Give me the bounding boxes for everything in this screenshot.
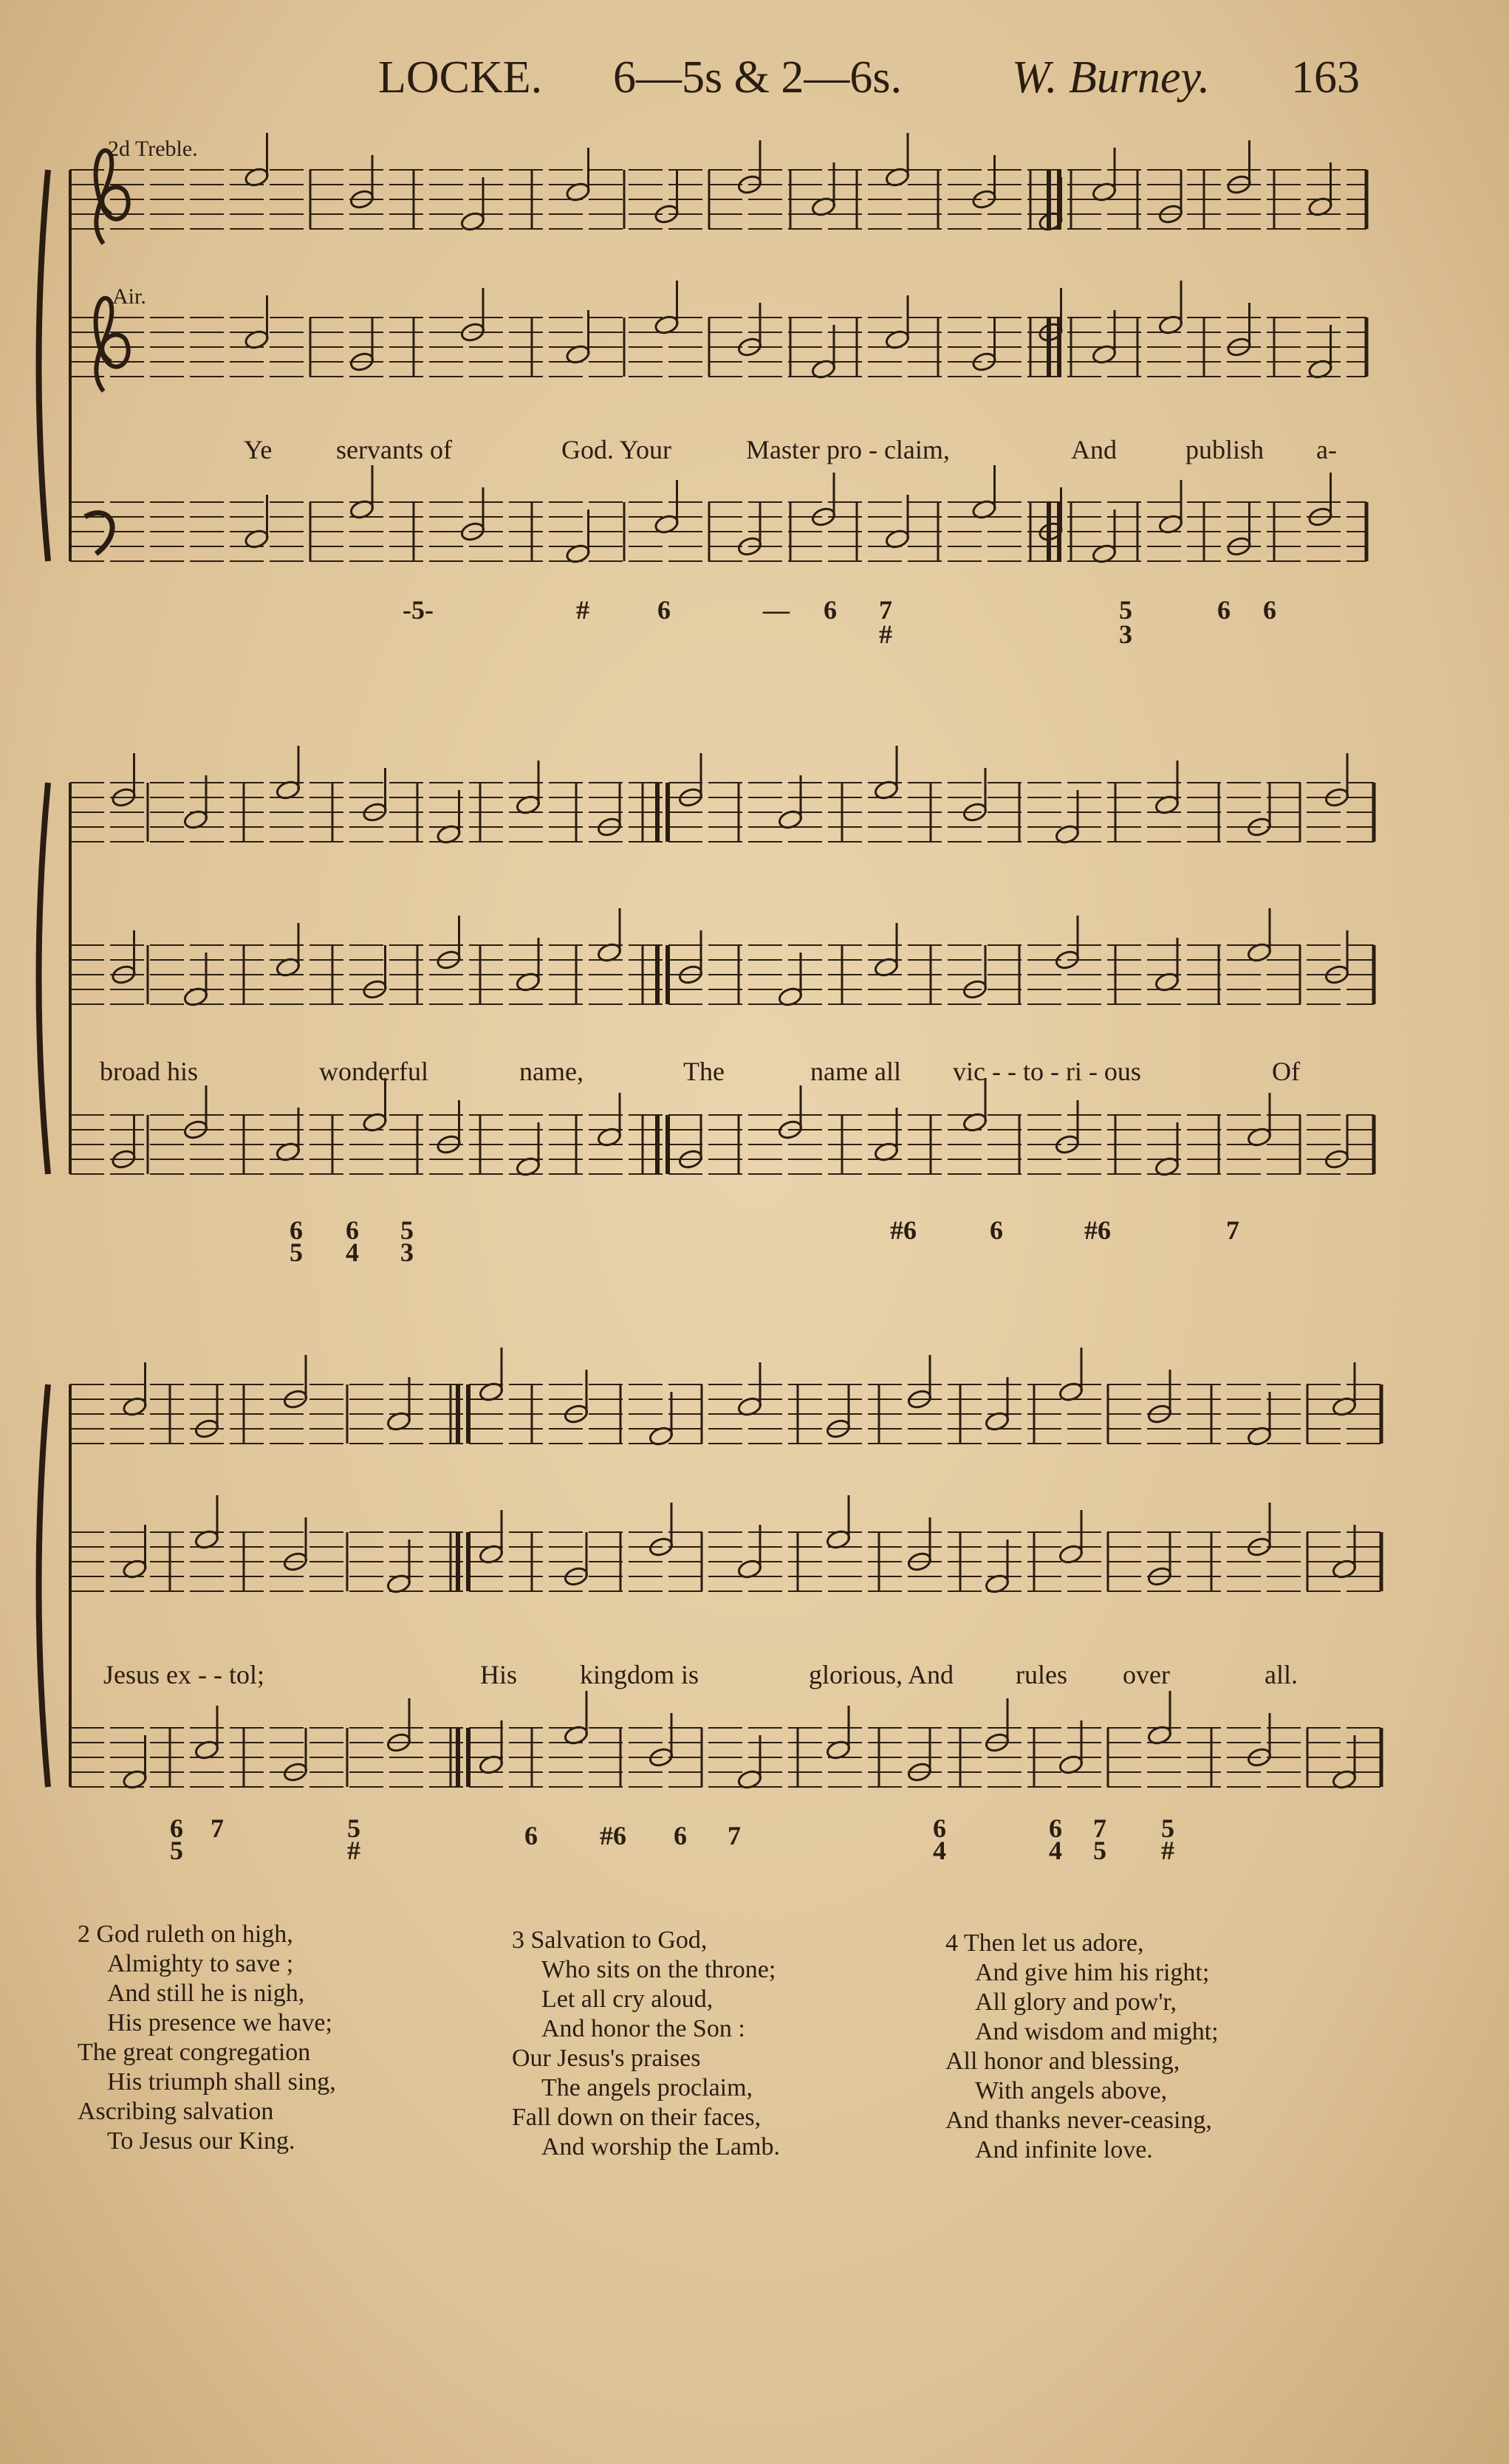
verse-line: And worship the Lamb. [541,2133,780,2161]
bass-clef-icon [85,513,112,554]
lyric-word: The [683,1057,725,1086]
verse-line: Let all cry aloud, [541,1986,714,2013]
figure: #6 [890,1215,917,1245]
lyric-word: broad his [100,1057,198,1086]
air-part-label: Air. [112,284,146,309]
verse-line: With angels above, [975,2077,1168,2104]
figure: 7 [211,1813,224,1843]
verse-line: And honor the Son : [541,2015,745,2042]
figure: 5 [400,1215,414,1245]
figure: 4 [346,1238,359,1267]
verse-number: 4 [945,1929,958,1957]
verse-line: His triumph shall sing, [107,2068,336,2096]
figure: 5 [1119,595,1132,625]
treble-part-label: 2d Treble. [108,137,198,161]
verse-line: And give him his right; [975,1959,1210,1986]
figure: 3 [400,1238,414,1267]
figure: 7 [879,595,892,625]
verse-line: The great congregation [78,2039,311,2066]
verse-line: To Jesus our King. [107,2127,295,2155]
figure: 5 [290,1238,303,1267]
figure: 7 [728,1821,741,1850]
system-brace [39,783,49,1174]
lyric-word: kingdom is [580,1660,699,1689]
lyric-word: Of [1272,1057,1300,1086]
figure: 6 [290,1215,303,1245]
figure: 6 [1263,595,1276,625]
figure: 3 [1119,620,1132,649]
lyric-word: And [1071,435,1117,464]
lyric-word: name, [519,1057,584,1086]
lyric-word: name all [810,1057,901,1086]
meter: 6—5s & 2—6s. [613,52,902,103]
verse-4 [945,1929,1219,2165]
verse-line: And infinite love. [975,2136,1153,2163]
verse-line: Salvation to God, [530,1926,708,1954]
figure: 6 [170,1813,183,1843]
figure: 6 [657,595,671,625]
lyric-word: Ye [244,435,273,464]
system-brace [39,1384,49,1787]
verse-line: Fall down on their faces, [512,2104,762,2131]
lyric-word: wonderful [319,1057,428,1086]
verse-line: And thanks never-ceasing, [945,2107,1212,2134]
figure: #6 [600,1821,626,1850]
verse-number: 3 [512,1926,524,1954]
verse-number: 2 [78,1921,90,1948]
figure: 7 [1093,1813,1106,1843]
figure: 6 [1049,1813,1062,1843]
figure: 6 [524,1821,538,1850]
figure: # [347,1836,360,1865]
figure: 6 [346,1215,359,1245]
lyric-word: over [1123,1660,1170,1689]
verse-line: All honor and blessing, [945,2048,1180,2075]
lyric-word: Jesus ex - - tol; [103,1660,264,1689]
figure: 4 [1049,1836,1062,1865]
figure: 6 [933,1813,946,1843]
figure: 6 [1217,595,1231,625]
figure: 5 [170,1836,183,1865]
figure: # [576,595,589,625]
verse-line: Almighty to save ; [107,1950,294,1977]
figure: -5- [403,595,434,625]
figure: #6 [1084,1215,1111,1245]
verse-line: The angels proclaim, [541,2074,753,2101]
tune-name: LOCKE. [378,52,543,103]
verse-2 [78,1920,336,2156]
composer: W. Burney. [1012,52,1211,103]
lyric-word: His [480,1660,518,1689]
verse-line: All glory and pow'r, [975,1988,1177,2016]
verse-line: And wisdom and might; [975,2018,1219,2045]
verse-line: And still he is nigh, [107,1980,305,2007]
verse-line: Ascribing salvation [78,2098,274,2125]
verse-line: God ruleth on high, [96,1921,293,1948]
verse-line: Our Jesus's praises [512,2045,701,2072]
figure: 6 [990,1215,1003,1245]
lyric-word: publish [1185,435,1265,464]
verse-3 [512,1926,780,2162]
lyric-word: Master pro - claim, [746,435,950,464]
lyric-word: rules [1016,1660,1067,1689]
figure: — [763,595,790,625]
treble-clef-icon [96,298,129,391]
figure: # [1161,1836,1174,1865]
figure: 7 [1226,1215,1239,1245]
figure: 5 [1093,1836,1106,1865]
figure: 5 [347,1813,360,1843]
verse-line: His presence we have; [107,2009,332,2036]
figure: 5 [1161,1813,1174,1843]
lyric-word: God. Your [561,435,672,464]
figure: # [879,620,892,649]
figure: 6 [824,595,837,625]
system-brace [39,170,49,561]
treble-clef-icon [96,151,129,244]
lyric-word: vic - - to - ri - ous [953,1057,1141,1086]
lyric-word: a- [1316,435,1337,464]
lyric-word: servants of [336,435,452,464]
verse-line: Then let us adore, [963,1929,1144,1957]
verse-line: Who sits on the throne; [541,1956,776,1983]
figure: 4 [933,1836,946,1865]
lyric-word: all. [1265,1660,1298,1689]
lyric-word: glorious, And [809,1660,954,1689]
page-number: 163 [1291,52,1360,103]
figure: 6 [674,1821,687,1850]
